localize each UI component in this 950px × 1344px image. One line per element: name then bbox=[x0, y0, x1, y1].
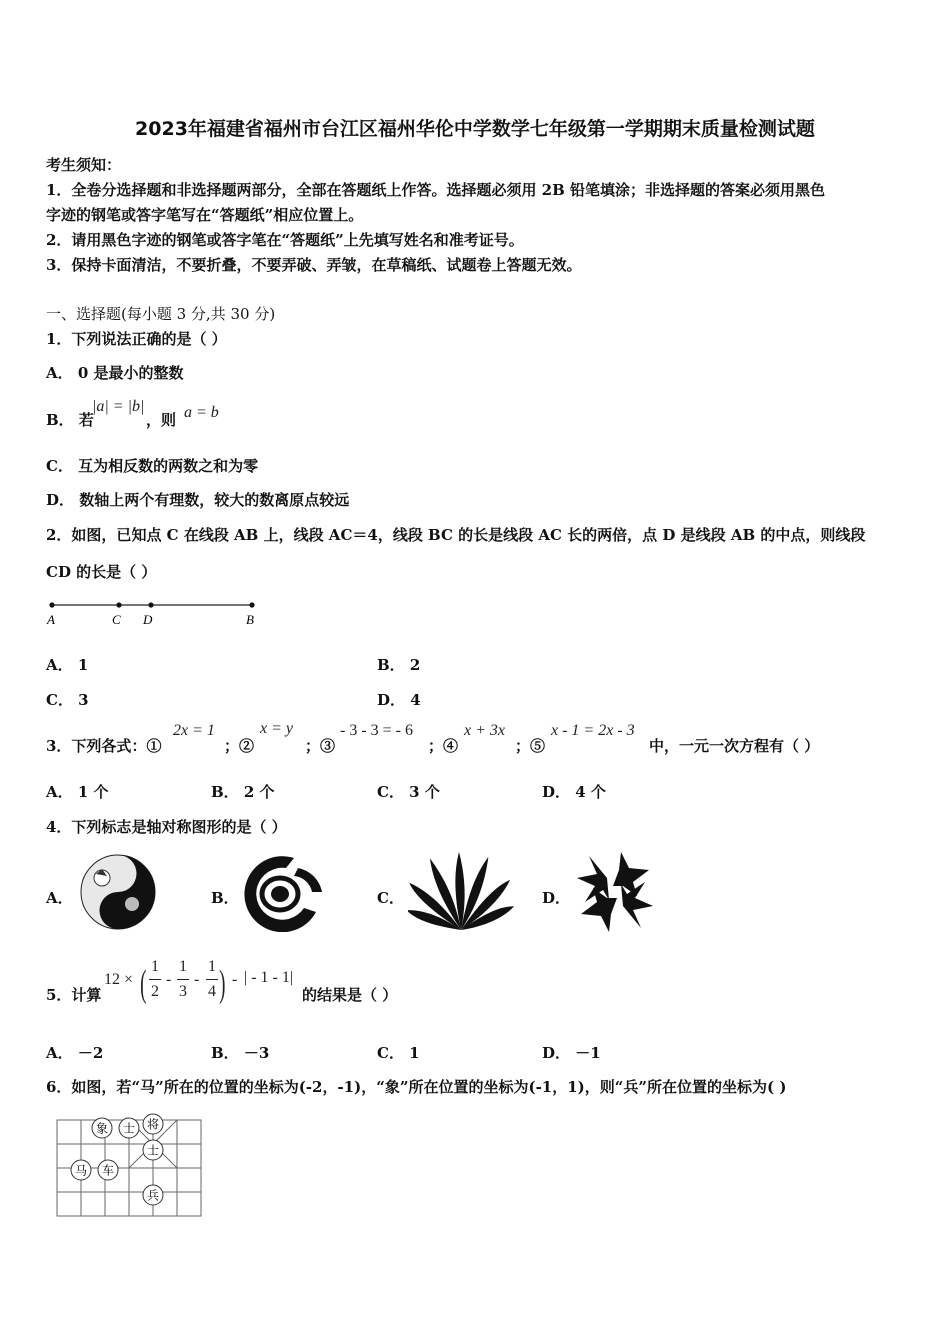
q3-eq-4: x + 3x bbox=[464, 722, 505, 739]
q3-suffix: 中，一元一次方程有（ ） bbox=[649, 737, 820, 755]
q3-sep-5: ；⑤ bbox=[515, 737, 546, 755]
piece-shi-2 bbox=[143, 1140, 163, 1160]
svg-text:将: 将 bbox=[146, 1117, 160, 1132]
svg-text:象: 象 bbox=[95, 1121, 109, 1136]
piece-shi-1 bbox=[119, 1118, 139, 1138]
q5-expression bbox=[104, 956, 304, 1006]
q3-prefix: 3．下列各式：① bbox=[46, 737, 162, 755]
q3-sep-4: ；④ bbox=[428, 737, 459, 755]
svg-text:车: 车 bbox=[101, 1163, 115, 1178]
q2-option-a: A． 1 bbox=[46, 656, 89, 674]
logo-b-icon bbox=[238, 852, 324, 932]
label-a: A bbox=[47, 612, 55, 627]
q2-stem-a: 2．如图，已知点 C 在线段 AB 上，线段 AC＝4，线段 BC 的长是线段 AC 长的两倍，点 D 是线段 AB 的中点，则线段 bbox=[46, 526, 866, 544]
q5-left-paren: ( bbox=[140, 963, 147, 1005]
q5-frac-bar-1 bbox=[149, 979, 161, 980]
q3-eq-2: x = y bbox=[260, 720, 293, 737]
q2-stem-b: CD 的长是（ ） bbox=[46, 563, 157, 581]
q3-option-d: D． 4 个 bbox=[542, 783, 606, 801]
q3-sep-3: ；③ bbox=[305, 737, 336, 755]
svg-text:兵: 兵 bbox=[146, 1188, 160, 1203]
q5-den-4: 4 bbox=[208, 983, 216, 1000]
notice-heading: 考生须知： bbox=[46, 156, 122, 174]
q1-stem: 1．下列说法正确的是（ ） bbox=[46, 330, 227, 348]
q5-frac-bar-3 bbox=[206, 979, 218, 980]
q1-option-b-mid: ，则 bbox=[146, 411, 177, 429]
q5-num-1: 1 bbox=[151, 958, 159, 975]
logo-a-icon bbox=[78, 852, 158, 932]
label-d: D bbox=[143, 612, 153, 627]
q5-frac-bar-2 bbox=[177, 979, 189, 980]
notice-line-2: 2．请用黑色字迹的钢笔或答字笔在“答题纸”上先填写姓名和准考证号。 bbox=[46, 231, 524, 249]
q4-option-a: A． bbox=[46, 889, 73, 907]
piece-che bbox=[98, 1160, 118, 1180]
q4-stem: 4．下列标志是轴对称图形的是（ ） bbox=[46, 818, 287, 836]
q5-option-a: A． －2 bbox=[46, 1044, 104, 1062]
q5-option-b: B． －3 bbox=[211, 1044, 270, 1062]
q1-option-b-prefix: B． 若 bbox=[46, 411, 94, 429]
svg-text:士: 士 bbox=[146, 1143, 160, 1158]
q3-eq-1: 2x = 1 bbox=[173, 722, 215, 739]
q5-right-paren: ) bbox=[219, 963, 226, 1005]
svg-text:士: 士 bbox=[122, 1121, 136, 1136]
q4-option-d: D． bbox=[542, 889, 571, 907]
q5-minus-3: - bbox=[232, 971, 238, 988]
page-title: 2023年福建省福州市台江区福州华伦中学数学七年级第一学期期末质量检测试题 bbox=[135, 118, 815, 140]
q3-option-c: C． 3 个 bbox=[377, 783, 440, 801]
q6-stem: 6．如图，若“马”所在的位置的坐标为(-2，-1)，“象”所在位置的坐标为(-1，1)，则“兵”所在位置的坐标为( ) bbox=[46, 1078, 787, 1096]
point-c bbox=[116, 602, 121, 607]
q5-minus-2: - bbox=[194, 971, 200, 988]
notice-line-3: 3．保持卡面清洁，不要折叠，不要弄破、弄皱，在草稿纸、试题卷上答题无效。 bbox=[46, 256, 582, 274]
svg-text:马: 马 bbox=[74, 1163, 88, 1178]
logo-d-icon bbox=[572, 850, 658, 934]
q1-option-d: D． 数轴上两个有理数，较大的数离原点较远 bbox=[46, 491, 350, 509]
q5-suffix: 的结果是（ ） bbox=[302, 986, 398, 1004]
piece-xiang bbox=[92, 1118, 112, 1138]
q2-option-d: D． 4 bbox=[377, 691, 421, 709]
section-heading: 一、选择题(每小题 3 分,共 30 分) bbox=[46, 305, 276, 323]
q4-option-b: B． bbox=[211, 889, 239, 907]
label-c: C bbox=[112, 612, 121, 627]
q3-option-b: B． 2 个 bbox=[211, 783, 275, 801]
q1-option-b-math1: |a| = |b| bbox=[92, 398, 145, 415]
q5-option-c: C． 1 bbox=[377, 1044, 420, 1062]
q3-eq-5: x - 1 = 2x - 3 bbox=[551, 722, 635, 739]
q1-option-b-math2: a = b bbox=[184, 404, 219, 421]
q3-eq-3: - 3 - 3 = - 6 bbox=[340, 722, 414, 739]
q2-option-c: C． 3 bbox=[46, 691, 89, 709]
piece-bing bbox=[143, 1185, 163, 1205]
q5-abs: | - 1 - 1| bbox=[244, 969, 294, 986]
notice-line-1b: 字迹的钢笔或答字笔写在“答题纸”相应位置上。 bbox=[46, 206, 364, 224]
logo-c-icon bbox=[408, 848, 514, 932]
q5-den-3: 3 bbox=[179, 983, 187, 1000]
q4-option-c: C． bbox=[377, 889, 404, 907]
q5-num-2: 1 bbox=[179, 958, 187, 975]
point-d bbox=[148, 602, 153, 607]
point-a bbox=[49, 602, 54, 607]
q3-option-a: A． 1 个 bbox=[46, 783, 109, 801]
label-b: B bbox=[246, 612, 254, 627]
q3-sep-2: ；② bbox=[224, 737, 255, 755]
point-b bbox=[249, 602, 254, 607]
q5-minus-1: - bbox=[166, 971, 172, 988]
chess-board-figure bbox=[54, 1112, 204, 1222]
piece-jiang bbox=[143, 1114, 163, 1134]
q5-den-2: 2 bbox=[151, 983, 159, 1000]
q2-option-b: B． 2 bbox=[377, 656, 421, 674]
q1-option-a: A． 0 是最小的整数 bbox=[46, 364, 184, 382]
q5-option-d: D． －1 bbox=[542, 1044, 601, 1062]
line-segment-figure bbox=[44, 596, 264, 630]
q5-times: × bbox=[124, 971, 134, 988]
q5-prefix: 5．计算 bbox=[46, 986, 102, 1004]
q5-num-3: 1 bbox=[208, 958, 216, 975]
piece-ma bbox=[71, 1160, 91, 1180]
q5-twelve: 12 bbox=[104, 971, 120, 988]
notice-line-1a: 1．全卷分选择题和非选择题两部分，全部在答题纸上作答。选择题必须用 2B 铅笔填涂；非选择题的答案必须用黑色 bbox=[46, 181, 826, 199]
q1-option-c: C． 互为相反数的两数之和为零 bbox=[46, 457, 259, 475]
